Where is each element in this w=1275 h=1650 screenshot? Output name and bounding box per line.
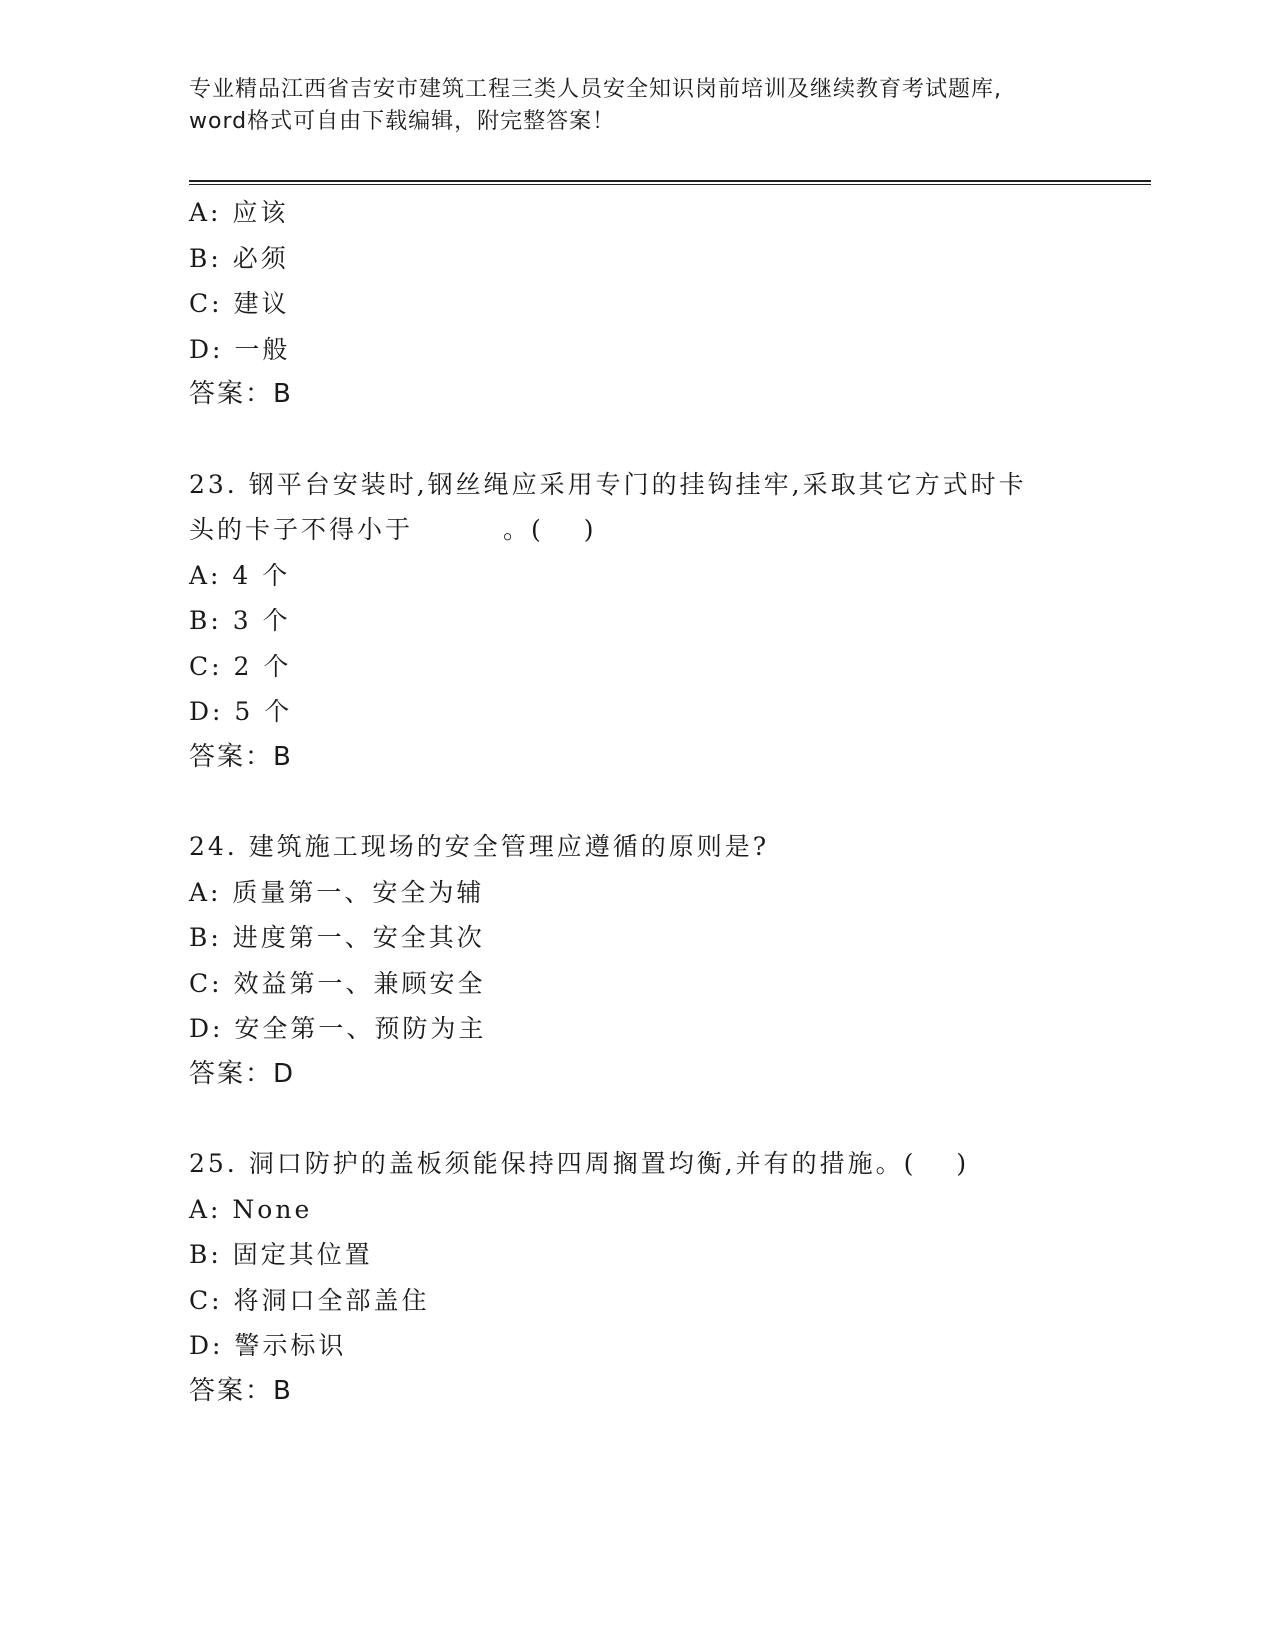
spacer: [189, 780, 1149, 824]
option-d: D: 安全第一、预防为主: [189, 1014, 487, 1043]
document-header: [189, 74, 1089, 138]
option-b: B: 固定其位置: [189, 1240, 373, 1269]
question-25: [189, 1141, 1149, 1414]
option-b: B: 必须: [189, 243, 289, 273]
stem-text: 25. 洞口防护的盖板须能保持四周搁置均衡,并有的措施。(: [189, 1149, 917, 1178]
question-stem-continued: [189, 507, 1149, 553]
option-b: B: 3 个: [189, 606, 291, 635]
option-a: A: 4 个: [189, 560, 291, 590]
option-b: B: 进度第一、安全其次: [189, 923, 485, 952]
spacer: [189, 1097, 1149, 1141]
paren-close: ): [956, 1149, 970, 1178]
option-a: A: 质量第一、安全为辅: [189, 877, 485, 907]
paren-close: ): [583, 515, 597, 544]
header-divider: [189, 180, 1151, 185]
answer: 答案：D: [189, 1058, 296, 1089]
answer: 答案：B: [189, 379, 293, 409]
stem-text-end: 。(: [503, 515, 544, 544]
option-c: C: 建议: [189, 289, 290, 318]
header-line-1: 专业精品江西省吉安市建筑工程三类人员安全知识岗前培训及继续教育考试题库,: [189, 77, 1002, 102]
stem-text: 头的卡子不得小于: [189, 515, 414, 544]
question-23: [189, 462, 1149, 781]
header-line-2: word格式可自由下载编辑，附完整答案！: [189, 109, 616, 134]
answer: 答案：B: [189, 1375, 293, 1406]
question-24: [189, 824, 1149, 1097]
option-a: A: None: [189, 1194, 313, 1224]
question-stem: [189, 1141, 1149, 1187]
question-22: [189, 190, 1149, 418]
question-stem: 24. 建筑施工现场的安全管理应遵循的原则是?: [189, 832, 770, 861]
spacer: [189, 418, 1149, 462]
question-stem: 23. 钢平台安装时,钢丝绳应采用专门的挂钩挂牢,采取其它方式时卡: [189, 469, 1027, 499]
option-d: D: 5 个: [189, 697, 293, 726]
question-list: [189, 190, 1149, 1414]
option-c: C: 效益第一、兼顾安全: [189, 968, 486, 998]
answer: 答案：B: [189, 741, 293, 772]
option-a: A: 应该: [189, 198, 289, 227]
option-d: D: 一般: [189, 334, 291, 364]
option-c: C: 2 个: [189, 651, 292, 681]
option-d: D: 警示标识: [189, 1331, 347, 1360]
option-c: C: 将洞口全部盖住: [189, 1285, 430, 1315]
